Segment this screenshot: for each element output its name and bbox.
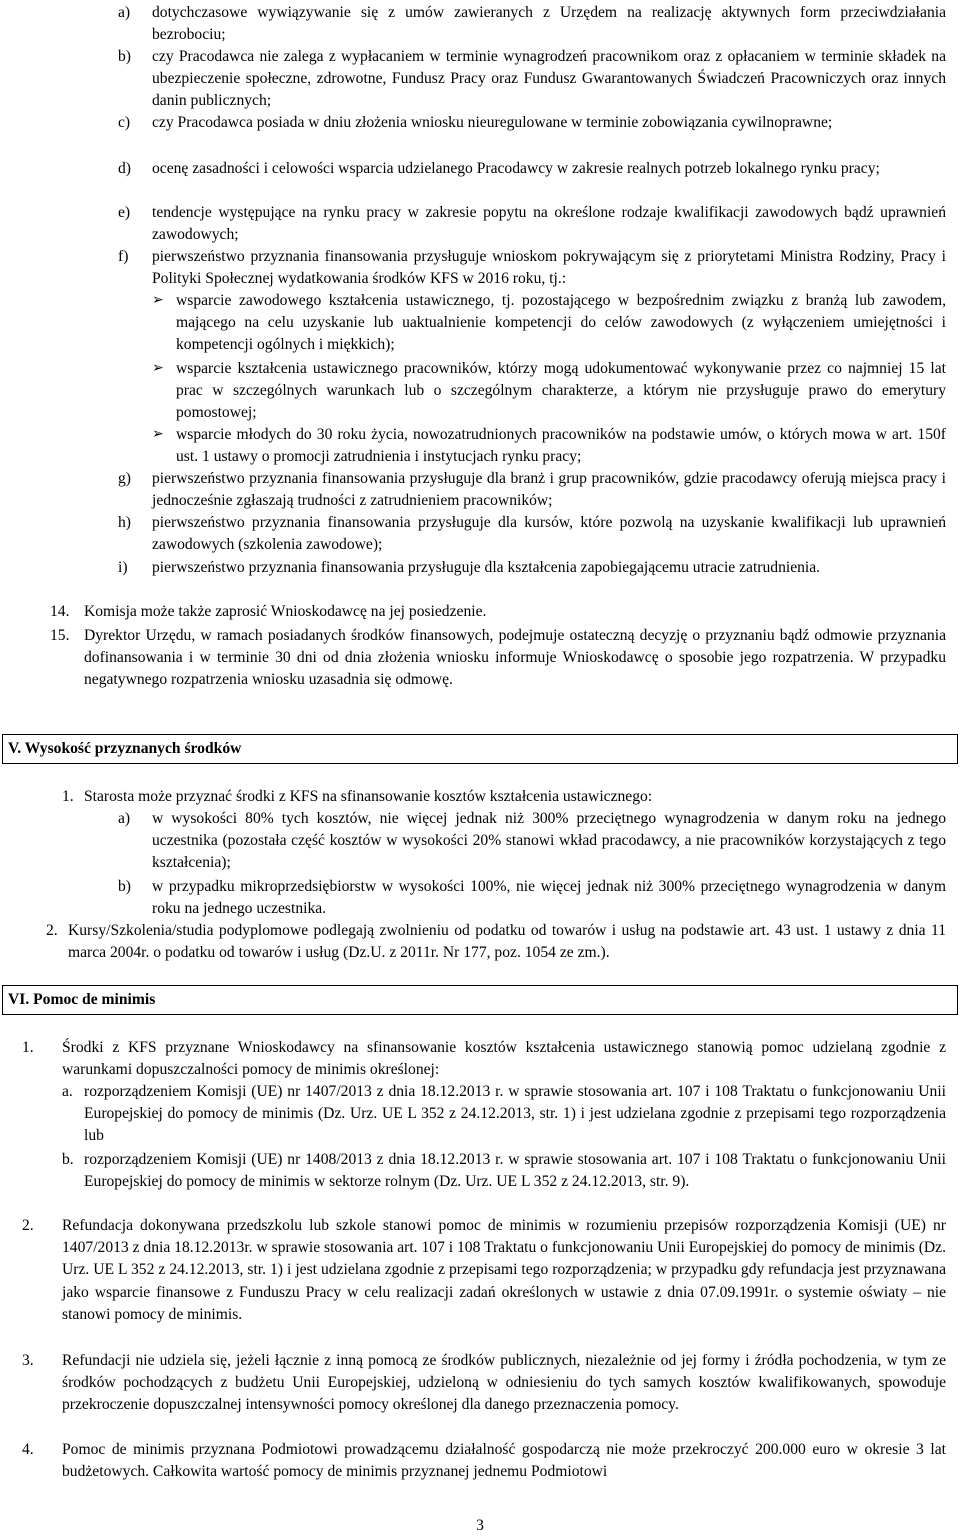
section-v-item-b-label: b) xyxy=(118,878,131,895)
point-15-label: 15. xyxy=(50,627,70,644)
item-d-text: ocenę zasadności i celowości wsparcia udzielanego Pracodawcy w zakresie realnych potrzeb lokalnego rynku pracy; xyxy=(152,160,880,177)
item-c-text: czy Pracodawca posiada w dniu złożenia wniosku nieuregulowane w terminie zobowiązania cywilnoprawne; xyxy=(152,114,833,131)
item-f-text: pierwszeństwo przyznania finansowania przysługuje wnioskom pokrywającym się z priorytetami Ministra Rodziny, Pracy i Polityki Społecznej wydatkowania środków KFS w 2016 roku, tj.: xyxy=(152,248,946,288)
point-15-text: Dyrektor Urzędu, w ramach posiadanych środków finansowych, podejmuje ostateczną decyzję o przyznaniu bądź odmowie przyznania dofinansowania i w terminie 30 dni od dnia złożenia wniosku informuje Wnioskodawcę o sposobie jego rozpatrzenia. W przypadku negatywnego rozpatrzenia wniosku uzasadnia się odmowę. xyxy=(84,627,946,689)
item-g-label: g) xyxy=(118,470,131,487)
section-vi-item-a-label: a. xyxy=(62,1083,73,1100)
section-vi-heading: VI. Pomoc de minimis xyxy=(2,985,958,1015)
section-vi-point-3-text: Refundacji nie udziela się, jeżeli łącznie z inną pomocą ze środków publicznych, niezależnie od jej formy i źródła pochodzenia, w tym ze środków pochodzących z budżetu Unii Europejskiej, udzieloną w odniesieniu do tych samych kosztów kwalifikowanych, spowoduje przekroczenie dopuszczalnej intensywności pomocy określonej dla danego przeznaczenia pomocy. xyxy=(62,1352,946,1414)
item-e-text: tendencje występujące na rynku pracy w zakresie popytu na określone rodzaje kwalifikacji zawodowych bądź uprawnień zawodowych; xyxy=(152,204,946,244)
item-f-label: f) xyxy=(118,248,129,265)
bullet-arrow-icon: ➢ xyxy=(152,427,164,442)
bullet-arrow-icon: ➢ xyxy=(152,293,164,308)
item-h-text: pierwszeństwo przyznania finansowania przysługuje dla kursów, które pozwolą na uzyskanie kwalifikacji lub uprawnień zawodowych (szkolenia zawodowe); xyxy=(152,514,946,554)
point-14-label: 14. xyxy=(50,603,70,620)
item-e-label: e) xyxy=(118,204,131,221)
section-vi-point-4-label: 4. xyxy=(22,1441,34,1458)
section-v-item-a-text: w wysokości 80% tych kosztów, nie więcej jednak niż 300% przeciętnego wynagrodzenia w danym roku na jednego uczestnika (pozostała część kosztów w wysokości 20% stanowi wkład pracodawcy, a nie pracowników korzystających z tego kształcenia); xyxy=(152,810,946,872)
section-v-point-2-text: Kursy/Szkolenia/studia podyplomowe podlegają zwolnieniu od podatku od towarów i usług na podstawie art. 43 ust. 1 ustawy z dnia 11 marca 2004r. o podatku od towarów i usług (Dz.U. z 2011r. Nr 177, poz. 1054 ze zm.). xyxy=(68,922,946,962)
section-vi-item-b-text: rozporządzeniem Komisji (UE) nr 1408/2013 z dnia 18.12.2013 r. w sprawie stosowania art. 107 i 108 Traktatu o funkcjonowaniu Unii Europejskiej do pomocy de minimis w sektorze rolnym (Dz. Urz. UE L 352 z 24.12.2013, str. 9). xyxy=(84,1151,946,1191)
section-vi-point-2-text: Refundacja dokonywana przedszkolu lub szkole stanowi pomoc de minimis w rozumieniu przepisów rozporządzenia Komisji (UE) nr 1407/2013 z dnia 18.12.2013r. w sprawie stosowania art. 107 i 108 Traktatu o funkcjonowaniu Unii Europejskiej do pomocy de minimis (Dz. Urz. UE L 352 z 24.12.2013, str. 1) i jest udzielana zgodnie z przepisami tego rozporządzenia; w przypadku gdy refundacja jest przyznawana jako wsparcie finansowe z Funduszu Pracy w celu realizacji zadań określonych w ustawie z dnia 07.09.1991r. o systemie oświaty – nie stanowi pomocy de minimis. xyxy=(62,1217,946,1323)
item-i-text: pierwszeństwo przyznania finansowania przysługuje dla kształcenia zapobiegającemu utracie zatrudnienia. xyxy=(152,559,821,576)
item-g-text: pierwszeństwo przyznania finansowania przysługuje dla branż i grup pracowników, gdzie pracodawcy oferują miejsca pracy i jednocześnie zgłaszają trudności z zatrudnieniem pracowników; xyxy=(152,470,946,510)
section-vi-item-a-text: rozporządzeniem Komisji (UE) nr 1407/2013 z dnia 18.12.2013 r. w sprawie stosowania art. 107 i 108 Traktatu o funkcjonowaniu Unii Europejskiej do pomocy de minimis (Dz. Urz. UE L 352 z 24.12.2013, str. 1) i jest udzielana zgodnie z przepisami tego rozporządzenia lub xyxy=(84,1083,946,1145)
item-b-text: czy Pracodawca nie zalega z wypłacaniem w terminie wynagrodzeń pracownikom oraz z opłacaniem w terminie składek na ubezpieczenie społeczne, zdrowotne, Fundusz Pracy oraz Fundusz Gwarantowanych Świadczeń Pracowniczych oraz innych danin publicznych; xyxy=(152,48,946,110)
item-a-text: dotychczasowe wywiązywanie się z umów zawieranych z Urzędem na realizację aktywnych form przeciwdziałania bezrobociu; xyxy=(152,4,946,44)
section-v-item-b-text: w przypadku mikroprzedsiębiorstw w wysokości 100%, nie więcej jednak niż 300% przeciętnego wynagrodzenia w danym roku na jednego uczestnika. xyxy=(152,878,946,918)
item-i-label: i) xyxy=(118,559,128,576)
section-vi-point-4-text: Pomoc de minimis przyznana Podmiotowi prowadzącemu działalność gospodarczą nie może przekroczyć 200.000 euro w okresie 3 lat budżetowych. Całkowita wartość pomocy de minimis przyznanej jednemu Podmiotowi xyxy=(62,1441,946,1481)
section-v-point-1-text: Starosta może przyznać środki z KFS na sfinansowanie kosztów kształcenia ustawicznego: xyxy=(84,788,653,805)
section-vi-point-1-label: 1. xyxy=(22,1039,34,1056)
priority-2-text: wsparcie kształcenia ustawicznego pracowników, którzy mogą udokumentować wykonywanie przez co najmniej 15 lat prac w szczególnych warunkach lub o szczególnym charakterze, a którym nie przysługuje prawo do emerytury pomostowej; xyxy=(176,360,946,422)
item-c-label: c) xyxy=(118,114,131,131)
priority-1-text: wsparcie zawodowego kształcenia ustawicznego, tj. pozostającego w bezpośrednim związku z branżą lub zawodem, mającego na celu uzyskanie lub uaktualnienie kompetencji do celów zawodowych (z wyłączeniem umiejętności i kompetencji ogólnych i miękkich); xyxy=(176,292,946,354)
item-d-label: d) xyxy=(118,160,131,177)
item-b-label: b) xyxy=(118,48,131,65)
page-number: 3 xyxy=(476,1517,484,1534)
section-vi-point-3-label: 3. xyxy=(22,1352,34,1369)
point-14-text: Komisja może także zaprosić Wnioskodawcę na jej posiedzenie. xyxy=(84,603,487,620)
section-vi-item-b-label: b. xyxy=(62,1151,74,1168)
section-v-point-2-label: 2. xyxy=(46,922,58,939)
section-vi-point-1-text: Środki z KFS przyznane Wnioskodawcy na sfinansowanie kosztów kształcenia ustawicznego stanowią pomoc udzielaną zgodnie z warunkami dopuszczalności pomocy de minimis określonej: xyxy=(62,1039,946,1079)
item-h-label: h) xyxy=(118,514,131,531)
section-v-point-1-label: 1. xyxy=(62,788,74,805)
section-v-heading: V. Wysokość przyznanych środków xyxy=(2,734,958,764)
priority-3-text: wsparcie młodych do 30 roku życia, nowozatrudnionych pracowników na podstawie umów, o których mowa w art. 150f ust. 1 ustawy o promocji zatrudnienia i instytucjach rynku pracy; xyxy=(176,426,946,466)
section-v-item-a-label: a) xyxy=(118,810,131,827)
item-a-label: a) xyxy=(118,4,131,21)
section-vi-point-2-label: 2. xyxy=(22,1217,34,1234)
bullet-arrow-icon: ➢ xyxy=(152,361,164,376)
